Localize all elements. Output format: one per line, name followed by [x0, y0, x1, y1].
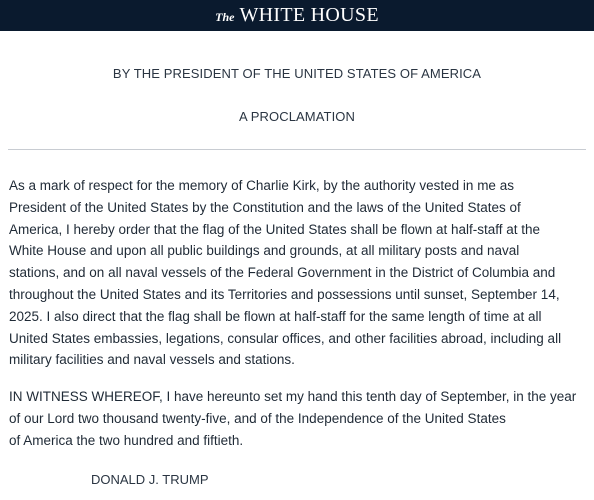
body-line: stations, and on all naval vessels of the Federal Government in the District of Columbia and: [9, 265, 556, 281]
body-line: White House and upon all public buildings and grounds, at all military posts and naval: [9, 243, 520, 259]
body-line: America, I hereby order that the flag of the United States shall be flown at half-staff at the: [9, 221, 541, 237]
body-line: United States embassies, legations, consular offices, and other facilities abroad, including all: [9, 330, 562, 346]
witness-line: IN WITNESS WHEREOF, I have hereunto set my hand this tenth day of September, in the year: [9, 389, 577, 404]
site-header: [0, 0, 594, 31]
document-type: A PROCLAMATION: [238, 109, 355, 124]
witness-line: of our Lord two thousand twenty-five, and of the Independence of the United States: [9, 410, 506, 426]
signature: DONALD J. TRUMP: [91, 472, 209, 487]
logo-prefix: The: [215, 10, 235, 24]
body-line: throughout the United States and its Territories and possessions until sunset, September 14,: [9, 286, 560, 302]
white-house-logo[interactable]: [215, 4, 379, 27]
body-line: military facilities and naval vessels and stations.: [9, 352, 295, 368]
issuer-line: BY THE PRESIDENT OF THE UNITED STATES OF AMERICA: [112, 66, 482, 81]
body-line: As a mark of respect for the memory of Charlie Kirk, by the authority vested in me as: [9, 178, 514, 193]
divider: [8, 149, 586, 150]
proclamation-body: [9, 175, 591, 371]
body-line: President of the United States by the Constitution and the laws of the United States of: [9, 199, 521, 215]
witness-line: of America the two hundred and fiftieth.: [9, 432, 244, 448]
body-line: 2025. I also direct that the flag shall be flown at half-staff for the same length of time at all: [9, 308, 542, 324]
logo-name: WHITE HOUSE: [239, 4, 379, 26]
witness-paragraph: [9, 386, 591, 451]
